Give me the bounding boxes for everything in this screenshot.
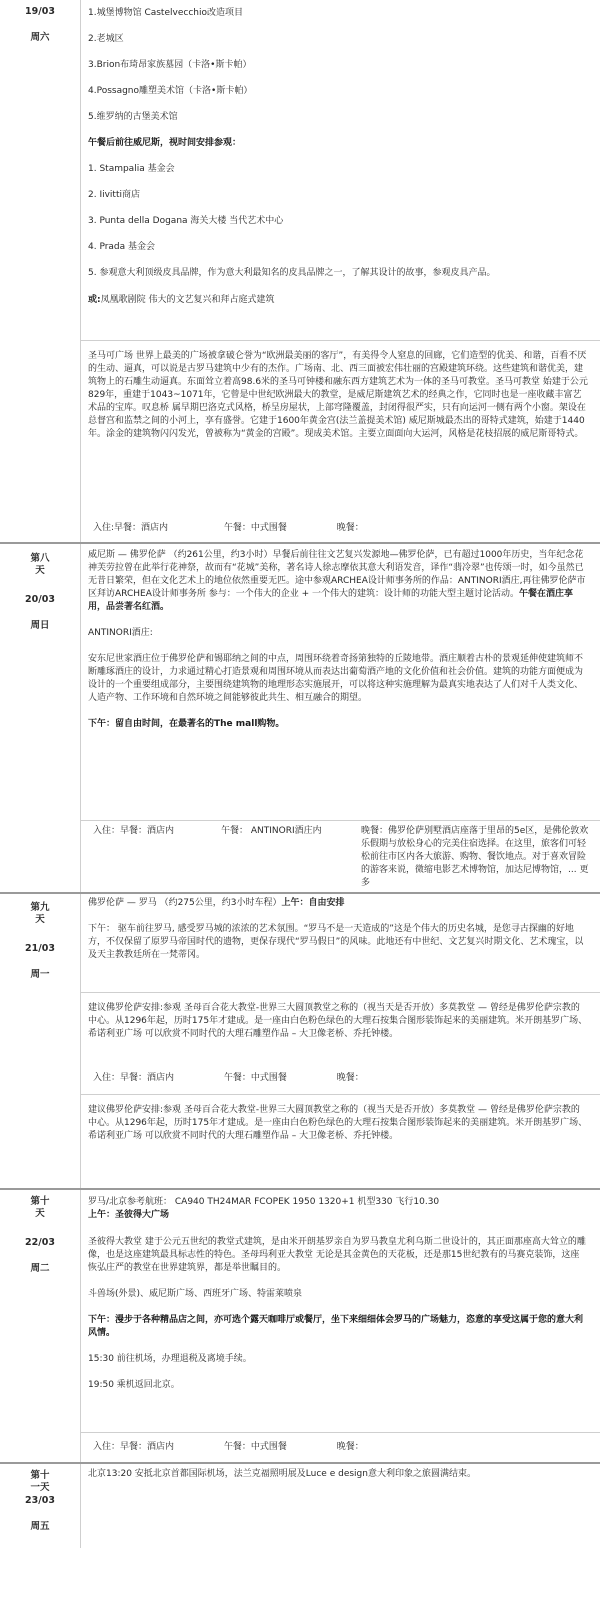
day-number: 第八 [30, 553, 50, 564]
list-item: 5. 参观意大利顶级皮具品牌，作为意大利最知名的皮具品牌之一，了解其设计的故事，参观皮具产品。 [88, 268, 496, 279]
list-item: 3. Punta della Dogana 海关大楼 当代艺术中心 [88, 216, 284, 227]
time-item: 19:50 乘机返回北京。 [88, 1380, 180, 1391]
afternoon-text: 下午：漫步于各种精品店之间，亦可选个露天咖啡厅或餐厅，坐下来细细体会罗马的广场魅力，恣意的享受这属于您的意大利风情。 [88, 1315, 584, 1339]
day-date: 19/03 [25, 6, 55, 17]
day-content-2103 [88, 897, 588, 975]
divider [80, 820, 600, 821]
divider [80, 1094, 600, 1095]
list-item: 2.老城区 [88, 34, 124, 45]
closing-text: 北京13:20 安抵北京首都国际机场，法兰克福照明展及Luce e design意大利印象之旅圆满结束。 [88, 1469, 476, 1479]
meal-dinner: 晚餐： [336, 1442, 364, 1452]
day-weekday: 周六 [30, 32, 50, 44]
day-date: 22/03 [25, 1236, 55, 1248]
day-label-2303 [0, 1470, 80, 1533]
meal-stay: 入住：早餐：酒店内 [93, 1442, 175, 1452]
day-content-2203 [88, 1196, 588, 1235]
meal-dinner: 晚餐： [336, 523, 364, 533]
day-label-2103 [0, 902, 80, 981]
sites-text: 斗兽场(外景)、威尼斯广场、西班牙广场、特雷莱喷泉 [88, 1289, 303, 1300]
intro-bold: 午餐在酒庄享用，品尝著名红酒。 [88, 589, 573, 613]
flight-text: 罗马/北京参考航班： CA940 TH24MAR FCOPEK 1950 1320+1 机型330 飞行10.30 [88, 1197, 440, 1207]
day-number: 第九 [30, 902, 50, 913]
list-item: 2. Iivitti商店 [88, 190, 140, 201]
meal-stay: 入住：早餐：酒店内 [93, 1073, 175, 1083]
day-date: 21/03 [25, 942, 55, 954]
list-item: 4.Possagno雕塑美术馆（卡洛•斯卡帕） [88, 86, 253, 97]
meal-lunch: 午餐：中式围餐 [223, 1442, 287, 1452]
day-number-suffix: 天 [35, 914, 45, 926]
afternoon-text: 下午： 驱车前往罗马, 感受罗马城的浓浓的艺术氛围。“罗马不是一天造成的”这是个伟大的历史名城，是您寻古探幽的好地方，不仅保留了原罗马帝国时代的遗物，更保存现代“罗马假日”的风味。此地还有中世纪、文艺复兴时期文化、艺术瑰宝，以及天主教教廷所在一梵蒂冈。 [88, 924, 584, 961]
day-weekday: 周一 [30, 969, 50, 981]
meal-lunch: 午餐： ANTINORI酒庄内 [221, 826, 322, 836]
day-divider [0, 1188, 600, 1190]
meal-dinner: 晚餐： [336, 1073, 364, 1083]
day-divider [0, 892, 600, 894]
day-content-2003 [88, 549, 588, 745]
day-content-2203-b [88, 1236, 588, 1405]
peter-text: 圣彼得大教堂 建于公元五世纪的教堂式建筑，是由米开朗基罗亲自为罗马教皇尤利乌斯二世设计的，其正面那座高大耸立的雕像，也是这座建筑最具标志性的特色。圣母玛利亚大教堂 无论是其金黄色的天花板，还是那15世纪教有的马赛克装饰，这座恢弘庄严的教堂在世界建筑界，都是举世瞩目的。 [88, 1237, 586, 1274]
day-date: 20/03 [25, 593, 55, 605]
day-weekday: 周五 [30, 1521, 50, 1533]
list-item: 1. Stampalia 基金会 [88, 164, 175, 175]
divider [80, 992, 600, 993]
afternoon-text: 下午：留自由时间，在最著名的The mall购物。 [88, 719, 285, 730]
winery-title: ANTINORI酒庄: [88, 628, 153, 639]
meal-stay: 入住:早餐：酒店内 [93, 523, 169, 533]
list-item: 5.维罗纳的古堡美术馆 [88, 112, 178, 123]
meal-row-2203 [93, 1441, 364, 1454]
san-marco-text: 圣马可广场 世界上最美的广场被拿破仑誉为“欧洲最美丽的客厅”，有美得令人窒息的回廊，它们造型的优美、和谐，百看不厌的生动、逼真，可以说是古罗马建筑中少有的杰作。广场南、北、西三面被宏伟壮丽的宫殿建筑环绕。这些建筑和谐优美，建筑物上的石雕生动逼真。东面耸立着高98.6米的圣马可钟楼和融东西方建筑艺术为一体的圣马可教堂。圣马可教堂 始建于公元829年，重建于1043~1071年，它曾是中世纪欧洲最大的教堂，是威尼斯建筑艺术的经典之作，它同时也是一座收藏丰富艺术品的宝库。叹息桥 属早期巴洛克式风格，桥呈房屋状，上部穹隆覆盖，封闭得很严实，只有向运河一侧有两个小窗。架设在总督宫和监禁之间的小河上，享有盛誉。它建于1600年黄金宫(法兰盖提美术馆) 威尼斯城最杰出的哥特式建筑，始建于1440年。涂金的建筑物闪闪发光，曾被称为“黄金的宫殿”。现成美术馆。主要立面面向大运河，风格是花枝招展的威尼斯哥特式。 [88, 351, 588, 440]
meal-lunch: 午餐：中式围餐 [223, 523, 287, 533]
or-text: 凤凰歌剧院 伟大的文艺复兴和拜占庭式建筑 [100, 294, 275, 305]
day-weekday: 周日 [30, 620, 50, 632]
advice-1 [88, 1002, 588, 1054]
meal-lunch: 午餐：中式围餐 [223, 1073, 287, 1083]
meal-row-2103 [93, 1072, 364, 1085]
day-divider [0, 1462, 600, 1464]
day-number: 第十 [30, 1196, 50, 1207]
or-label: 或: [88, 294, 101, 305]
meal-row-2003 [93, 825, 593, 890]
day-content-2303 [88, 1468, 588, 1494]
day-divider [0, 542, 600, 544]
day-label-2203 [0, 1196, 80, 1275]
day-weekday: 周二 [30, 1263, 50, 1275]
meal-stay: 入住：早餐：酒店内 [93, 826, 175, 836]
day-content-1903 [88, 7, 588, 320]
day-number: 第十 [30, 1470, 50, 1481]
route-bold: 上午：自由安排 [281, 898, 345, 908]
day-number-suffix: 一天 [30, 1482, 50, 1494]
meal-dinner: 晚餐：佛罗伦萨别墅酒店座落于里昂的5e区，是佛伦敦欢乐假期与放松身心的完美住宿选择。在这里，旅客们可轻松前往市区内各大旅游、购物、餐饮地点。对于喜欢冒险的游客来说，微缩电影艺术博物馆，加达尼博物馆，... 更多 [361, 826, 589, 889]
list-item: 4. Prada 基金会 [88, 242, 156, 253]
advice-text: 建议佛罗伦萨安排:参观 圣母百合花大教堂-世界三大圆顶教堂之称的（视当天是否开放）多莫教堂 — 曾经是佛罗伦萨宗教的中心。从1296年起，历时175年才建成。是一座由白色粉色绿色的大理石按集合图形装饰起来的美丽建筑。米开朗基罗广场、希诺利亚广场 可以欣赏不同时代的大理石雕塑作品 – 大卫像老桥、乔托钟楼。 [88, 1105, 588, 1142]
column-divider [80, 0, 81, 1548]
day-number-suffix: 天 [35, 565, 45, 577]
divider [80, 340, 600, 341]
route-text: 佛罗伦萨 — 罗马 （约275公里，约3小时车程） [88, 898, 282, 908]
advice-2 [88, 1104, 588, 1156]
day-date: 23/03 [25, 1494, 55, 1506]
intro-text: 威尼斯 — 佛罗伦萨 （约261公里，约3小时）早餐后前往往文艺复兴发源地—佛罗伦萨，已有超过1000年历史，当年纪念花神芙劳拉曾在此举行花神祭，故而有“花城”美称，著名诗人徐志摩依其意大利语发音，译作“翡冷翠”也传颂一时，如今虽然已无昔日繁荣，但在文化艺术上的地位依然重要无匹。途中参观ARCHEA设计师事务所的作品：ANTINORI酒庄,再往佛罗伦萨市区拜访ARCHEA设计师事务所 参与：一个伟大的企业 + 一个伟大的建筑：设计师的功能大型主题讨论活动。 [88, 550, 586, 600]
morning-heading: 上午：圣彼得大广场 [88, 1210, 170, 1221]
meal-row-1903 [93, 522, 364, 535]
divider [80, 1432, 600, 1433]
time-item: 15:30 前往机场，办理退税及离境手续。 [88, 1354, 252, 1365]
list-item: 1.城堡博物馆 Castelvecchio改造项目 [88, 8, 243, 18]
winery-text: 安东尼世家酒庄位于佛罗伦萨和锡耶纳之间的中点，周围环绕着奇扬第独特的丘陵地带。酒庄顺着古朴的景观延伸使建筑师不断雕琢酒庄的设计，力求通过精心打造景观和周围环境从而表达出葡萄酒产地的文化价值和社会价值。建筑的功能方面便成为设计的一个重要组成部分，主要围绕建筑物的地理形态实施展开，可以将这种实施理解为最真实地表达了人们对千人类文化、人造产物、工作环境和自然环境之间能够彼此共生、相互融合的期望。 [88, 654, 584, 704]
advice-text: 建议佛罗伦萨安排:参观 圣母百合花大教堂-世界三大圆顶教堂之称的（视当天是否开放）多莫教堂 — 曾经是佛罗伦萨宗教的中心。从1296年起，历时175年才建成。是一座由白色粉色绿色的大理石按集合图形装饰起来的美丽建筑。米开朗基罗广场、希诺利亚广场 可以欣赏不同时代的大理石雕塑作品 – 大卫像老桥、乔托钟楼。 [88, 1003, 588, 1040]
list-item: 3.Brion布琦昂家族墓园（卡洛•斯卡帕） [88, 60, 252, 71]
san-marco-paragraph [88, 350, 588, 454]
day-number-suffix: 天 [35, 1208, 45, 1220]
afternoon-heading: 午餐后前往威尼斯，视时间安排参观： [88, 138, 242, 149]
day-label-2003 [0, 553, 80, 632]
day-label-1903 [0, 6, 80, 45]
